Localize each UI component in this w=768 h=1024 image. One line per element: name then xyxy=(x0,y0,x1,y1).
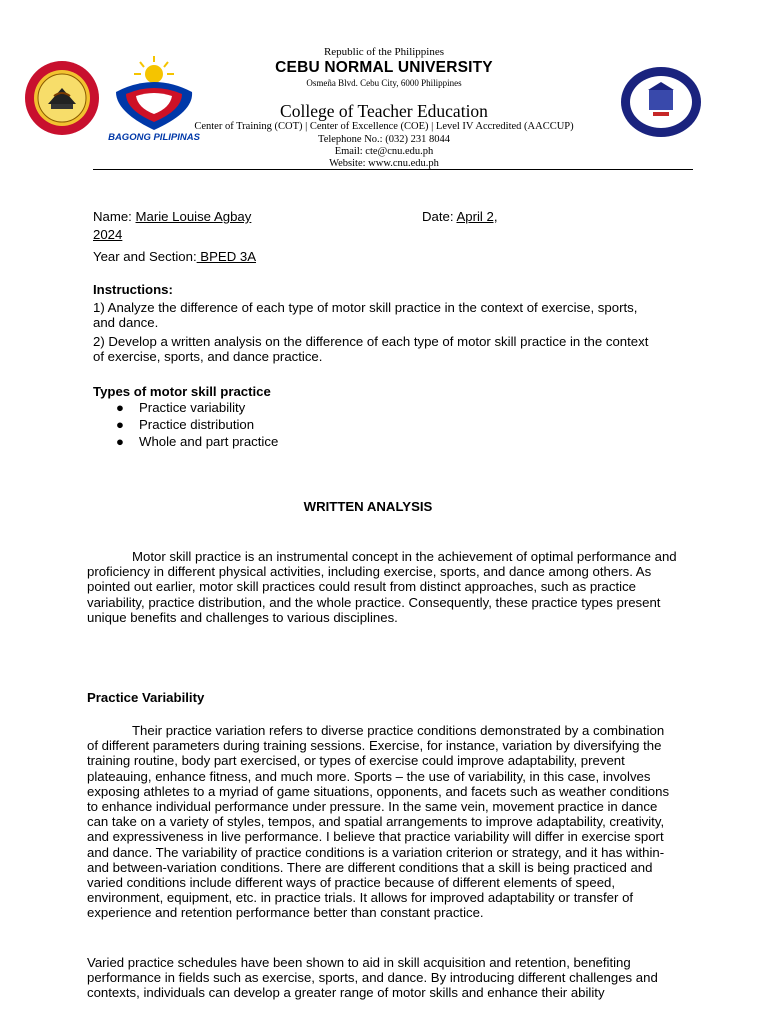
bullet-icon: ● xyxy=(116,434,124,449)
instruction-item-1: 1) Analyze the difference of each type of motor skill practice in the context of exercise, sports, and dance. xyxy=(93,300,638,331)
practice-variability-heading: Practice Variability xyxy=(87,690,205,705)
university-name: CEBU NORMAL UNIVERSITY xyxy=(275,59,493,76)
type-label: Practice distribution xyxy=(139,417,255,432)
instructions-title: Instructions: xyxy=(93,282,173,297)
university-address: Osmeña Blvd. Cebu City, 6000 Philippines xyxy=(306,78,462,88)
header-divider xyxy=(93,169,693,170)
telephone-line: Telephone No.: (032) 231 8044 xyxy=(318,134,450,145)
instruction-item-2: 2) Develop a written analysis on the difference of each type of motor skill practice in the context of exercise, sports, and dance practice. xyxy=(93,334,649,365)
section-label: Year and Section: xyxy=(93,249,197,264)
date-year: 2024 xyxy=(93,227,123,242)
practice-variability-paragraph-1: Their practice variation refers to diverse practice conditions demonstrated by a combination of different parameters during training sessions. Exercise, for instance, variation by diversifying the training routine, body part exercised, or types of exercise could improve adaptability, prevent plateauing, enhance fitness, and much more. Sports – the use of variability, in this case, involves exposing athletes to a myriad of game situations, opponents, and facets such as weather conditions to enhance individual performance under pressure. In the same vein, movement practice in dance can take on a variety of styles, tempos, and spatial arrangements to improve adaptability, creativity, and expressiveness in live performance. I believe that practice variability will differ in exercise sport and dance. The variability of practice conditions is a variation criterion or strategy, and it has within- and between-variation conditions. There are different conditions that a skill is being practiced and varied conditions include different ways of practice because of different elements of speed, environment, equipment, etc. in practice trials. It allows for improved adaptability or transfer of experience and retention performance better than constant practice. xyxy=(87,723,670,921)
type-label: Practice variability xyxy=(139,400,246,415)
bullet-icon: ● xyxy=(116,417,124,432)
intro-paragraph: Motor skill practice is an instrumental concept in the achievement of optimal performance and proficiency in different physical activities, including exercise, sports, and dance among others. As pointed out earlier, motor skill practices could result from distinct approaches, such as practice variability, practice distribution, and the whole practice. Consequently, these practice types present unique benefits and challenges to various disciplines. xyxy=(87,549,677,625)
type-list-item xyxy=(116,417,254,432)
name-label: Name: xyxy=(93,209,136,224)
type-label: Whole and part practice xyxy=(139,434,279,449)
type-list-item xyxy=(116,400,245,415)
name-value: Marie Louise Agbay xyxy=(135,209,252,224)
type-list-item xyxy=(116,434,278,449)
section-value: BPED 3A xyxy=(196,249,257,264)
date-value: April 2, xyxy=(456,209,498,224)
college-accreditation: Center of Training (COT) | Center of Excellence (COE) | Level IV Accredited (AACCUP) xyxy=(194,121,574,132)
student-name-line xyxy=(93,209,251,224)
date-label: Date: xyxy=(422,209,457,224)
college-name: College of Teacher Education xyxy=(280,101,488,121)
email-line: Email: cte@cnu.edu.ph xyxy=(334,146,434,157)
republic-line: Republic of the Philippines xyxy=(323,46,445,58)
bagong-pilipinas-text: BAGONG PILIPINAS xyxy=(108,132,200,143)
website-line: Website: www.cnu.edu.ph xyxy=(329,158,439,169)
practice-variability-paragraph-2: Varied practice schedules have been shown to aid in skill acquisition and retention, benefiting performance in fields such as exercise, sports, and dance. By introducing different challenges and contexts, individuals can develop a greater range of motor skills and enhance their ability xyxy=(87,955,658,1001)
date-line xyxy=(422,209,498,224)
date-year-wrap xyxy=(93,227,122,242)
written-analysis-title: WRITTEN ANALYSIS xyxy=(303,499,433,514)
year-section-line xyxy=(93,249,256,264)
bullet-icon: ● xyxy=(116,400,124,415)
types-title: Types of motor skill practice xyxy=(93,384,271,399)
